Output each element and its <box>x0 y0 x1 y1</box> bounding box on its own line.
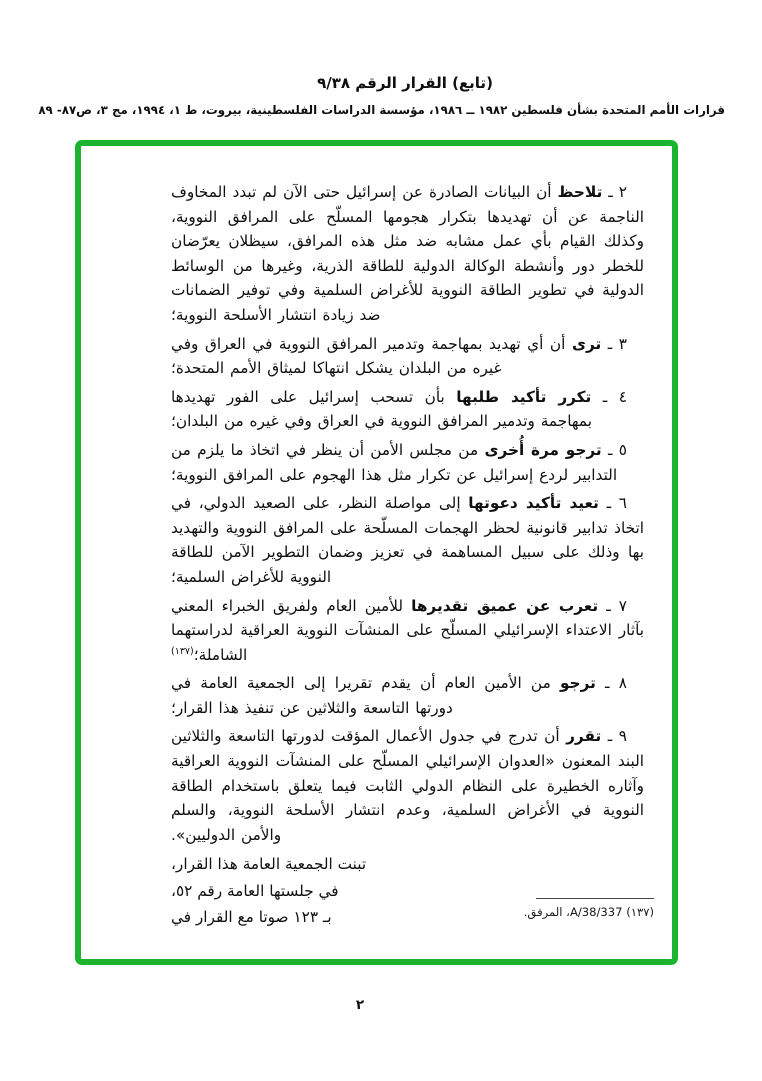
resolution-paragraph-9 <box>171 724 644 847</box>
resolution-box <box>75 140 678 965</box>
footnote <box>489 898 654 919</box>
adoption-line: في جلستها العامة رقم ٥٢، <box>171 881 339 900</box>
resolution-paragraph-3 <box>171 332 644 381</box>
resolution-paragraph-8 <box>171 671 644 720</box>
paragraph-text: بأن تسحب إسرائيل على الفور تهديدها بمهاجمة وتدمير المرافق النووية في العراق وفي غيره من البلدان؛ <box>171 387 593 431</box>
paragraph-keyword: ترجو مرة أُخرى <box>484 440 602 459</box>
paragraph-text: إلى مواصلة النظر، على الصعيد الدولي، في اتخاذ تدابير قانونية لحظر الهجمات المسلّحة على المرافق النووية والتهديد بها وذلك على سبيل المساهمة في تعزيز وضمان التطوير الآمن للطاقة النووية للأغراض السلمية؛ <box>171 494 644 586</box>
page-title: (تابع) القرار الرقم ٩/٣٨ <box>317 74 493 92</box>
document-header <box>38 74 725 117</box>
paragraph-text: أن أي تهديد بمهاجمة وتدمير المرافق النووية في العراق وفي غيره من البلدان يشكل انتهاكا لميثاق الأمم المتحدة؛ <box>171 334 566 378</box>
paragraph-text: للأمين العام ولفريق الخبراء المعني بآثار الاعتداء الإسرائيلي المسلّح على المنشآت النووية العراقية لدراستهما الشاملة؛ <box>171 596 644 664</box>
resolution-paragraph-4 <box>171 385 644 434</box>
footnote-separator <box>536 898 654 899</box>
adoption-line: تبنت الجمعية العامة هذا القرار، <box>171 855 367 874</box>
paragraph-keyword: تكرر تأكيد طلبها <box>456 387 592 406</box>
adoption-line: بـ ١٢٣ صوتا مع القرار في <box>171 908 332 927</box>
paragraph-number: ٧ ـ <box>606 596 627 615</box>
paragraph-number: ٩ ـ <box>607 727 627 746</box>
resolution-paragraph-5 <box>171 438 644 487</box>
paragraph-keyword: تلاحظ <box>557 183 603 201</box>
footnote-text: (١٣٧) A/38/337، المرفق. <box>523 905 654 919</box>
paragraph-number: ٤ ـ <box>602 387 627 406</box>
resolution-paragraph-2 <box>171 180 644 328</box>
paragraph-text: أن تدرج في جدول الأعمال المؤقت لدورتها التاسعة والثلاثين البند المعنون «العدوان الإسرائيلي المسلّح على المنشآت النووية العراقية وآثاره الخطيرة على النظام الدولي الثابت فيما يتعلق باستخدام الطاقة النووية في الأغراض السلمية، وعدم انتشار الأسلحة النووية، والسلم والأمن الدوليين». <box>171 727 644 844</box>
paragraph-number: ٢ ـ <box>608 183 627 201</box>
paragraph-keyword: ترجو <box>559 674 596 693</box>
paragraph-text: من الأمين العام أن يقدم تقريرا إلى الجمعية العامة في دورتها التاسعة والثلاثين عن تنفيذ هذا القرار؛ <box>171 674 551 717</box>
paragraph-keyword: ترى <box>571 334 602 353</box>
resolution-paragraph-6 <box>171 491 644 589</box>
footnote-marker: (١٣٧) <box>171 645 194 657</box>
paragraph-number: ٥ ـ <box>607 440 627 459</box>
paragraph-keyword: تعيد تأكيد دعوتها <box>468 494 599 513</box>
paragraph-text: أن البيانات الصادرة عن إسرائيل حتى الآن لم تبدد المخاوف الناجمة عن أن تهديدها بتكرار هجومها المسلّح على المرافق النووية، وكذلك القيام بأي عمل مشابه ضد مثل هذه المرافق، سيظلان يعرّضان للخطر دور وأنشطة الوكالة الدولية للطاقة الذرية، وغيرها من الوسائط الدولية في تطوير الطاقة النووية للأغراض السلمية وفي توفير الضمانات ضد زيادة انتشار الأسلحة النووية؛ <box>171 183 644 324</box>
adoption-statement <box>171 851 392 931</box>
resolution-paragraph-7 <box>171 594 644 668</box>
paragraph-number: ٨ ـ <box>605 674 627 693</box>
page-number: ٢ <box>355 997 365 1013</box>
paragraph-keyword: تعرب عن عميق تقديرها <box>411 596 599 615</box>
resolution-text-block <box>81 146 672 959</box>
source-citation: قرارات الأمم المتحدة بشأن فلسطين ١٩٨٢ ــ ١٩٨٦، مؤسسة الدراسات الفلسطينية، بيروت، ط ١، ١٩٩٤، مج ٣، ص٨٧- ٨٩ <box>38 103 725 117</box>
paragraph-number: ٦ ـ <box>606 494 627 513</box>
paragraph-number: ٣ ـ <box>607 334 627 353</box>
paragraph-keyword: تقرر <box>566 727 602 746</box>
paragraph-text: من مجلس الأمن أن ينظر في اتخاذ ما يلزم من التدابير لردع إسرائيل عن تكرار مثل هذا الهجوم على المرافق النووية؛ <box>171 440 618 484</box>
